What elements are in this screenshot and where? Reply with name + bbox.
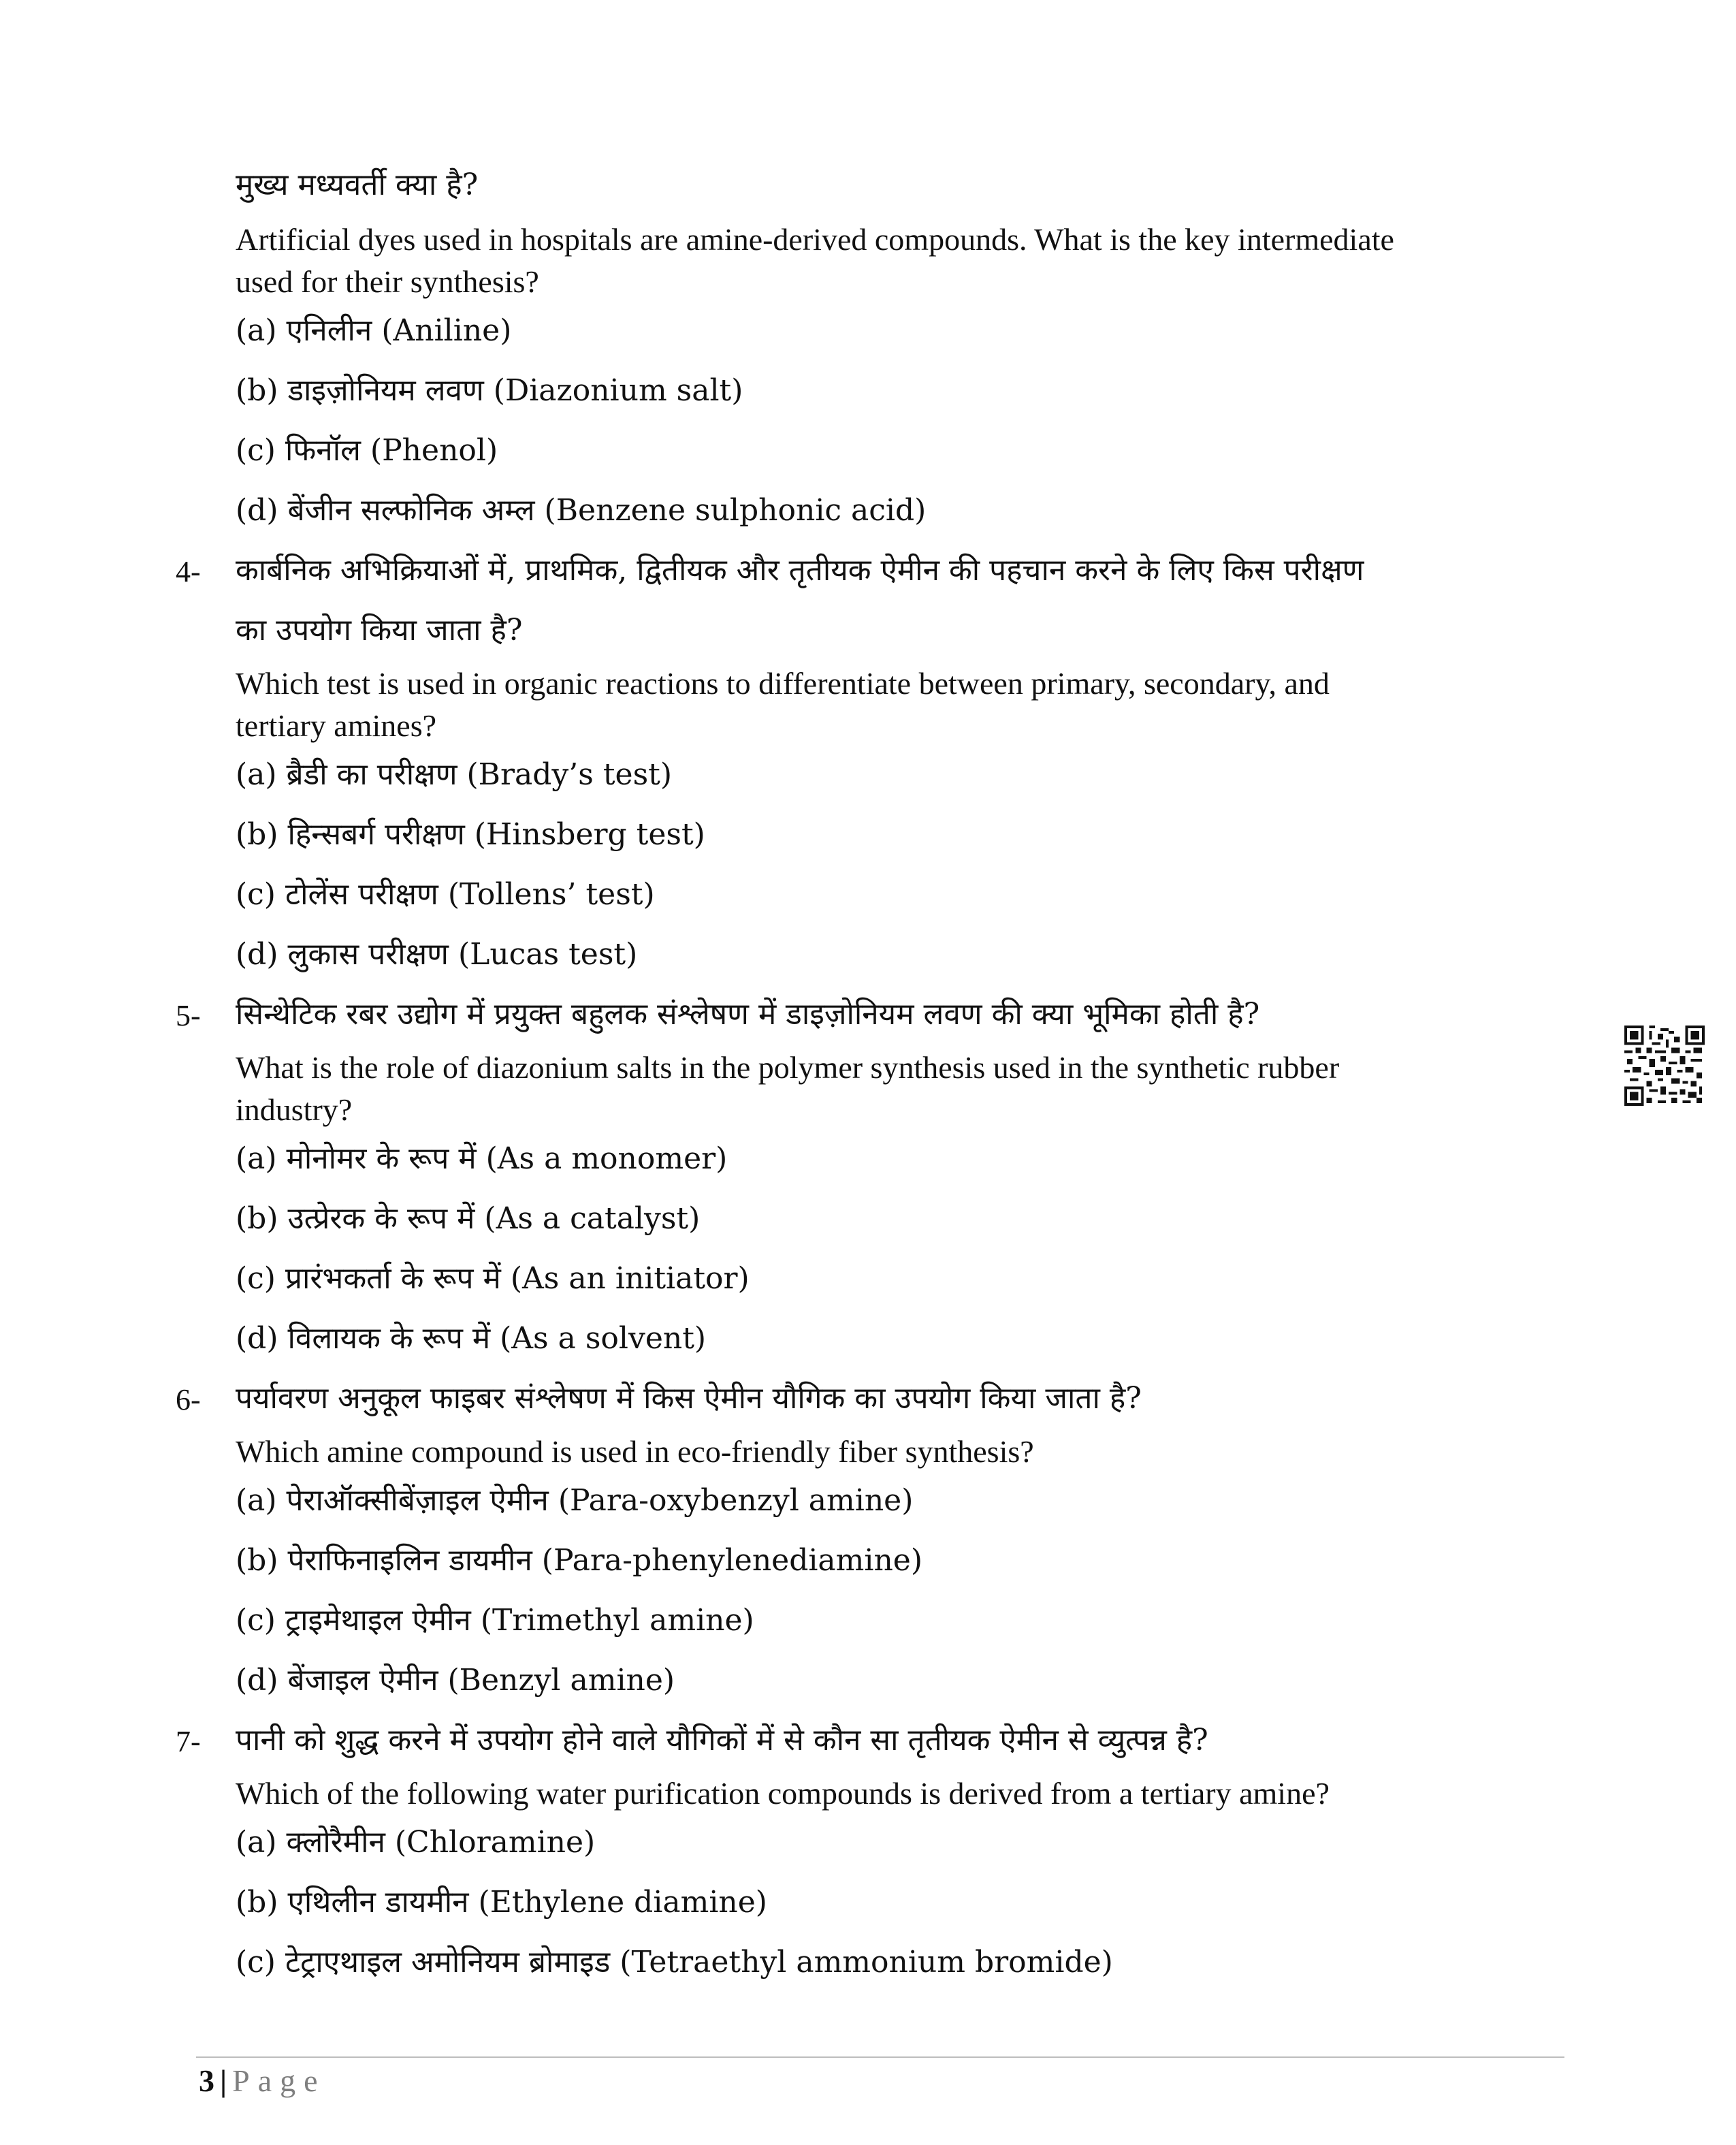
q3-english-line2: used for their synthesis?: [236, 264, 539, 299]
q7-option-a: (a) क्लोरैमीन (Chloramine): [236, 1825, 596, 1860]
page-number: 3: [199, 2063, 214, 2098]
q3-option-b: (b) डाइज़ोनियम लवण (Diazonium salt): [236, 373, 743, 408]
q6-english: Which amine compound is used in eco-friendly fiber synthesis?: [236, 1434, 1034, 1469]
footer-divider: [196, 2056, 1564, 2058]
q3-option-d: (d) बेंजीन सल्फोनिक अम्ल (Benzene sulphonic acid): [236, 493, 927, 528]
q5-option-d: (d) विलायक के रूप में (As a solvent): [236, 1321, 707, 1356]
qr-code-icon: [1624, 1026, 1705, 1106]
q5-number: 5-: [176, 999, 201, 1032]
page-footer: [199, 2062, 326, 2100]
q6-hindi: पर्यावरण अनुकूल फाइबर संश्लेषण में किस ऐमीन यौगिक का उपयोग किया जाता है?: [236, 1381, 1142, 1416]
q7-hindi: पानी को शुद्ध करने में उपयोग होने वाले यौगिकों में से कौन सा तृतीयक ऐमीन से व्युत्पन्न है?: [236, 1723, 1208, 1758]
q5-english-line2: industry?: [236, 1092, 353, 1127]
q6-option-c: (c) ट्राइमेथाइल ऐमीन (Trimethyl amine): [236, 1603, 754, 1638]
footer-separator: |: [220, 2063, 227, 2098]
q5-english-line1: What is the role of diazonium salts in the polymer synthesis used in the synthetic rubber: [236, 1050, 1340, 1085]
q6-option-a: (a) पेराऑक्सीबेंज़ाइल ऐमीन (Para-oxybenzyl amine): [236, 1483, 914, 1518]
q4-option-a: (a) ब्रैडी का परीक्षण (Brady’s test): [236, 757, 672, 792]
q5-hindi: सिन्थेटिक रबर उद्योग में प्रयुक्त बहुलक संश्लेषण में डाइज़ोनियम लवण की क्या भूमिका होती है?: [236, 997, 1260, 1032]
q4-option-c: (c) टोलेंस परीक्षण (Tollens’ test): [236, 877, 655, 912]
q7-english: Which of the following water purification compounds is derived from a tertiary amine?: [236, 1776, 1330, 1811]
q4-hindi-line2: का उपयोग किया जाता है?: [236, 613, 523, 648]
q6-number: 6-: [176, 1383, 201, 1416]
q3-option-a: (a) एनिलीन (Aniline): [236, 313, 512, 348]
q3-hindi-tail: मुख्य मध्यवर्ती क्या है?: [236, 168, 479, 202]
q4-option-b: (b) हिन्सबर्ग परीक्षण (Hinsberg test): [236, 817, 705, 852]
q3-english-line1: Artificial dyes used in hospitals are amine-derived compounds. What is the key intermediate: [236, 222, 1394, 257]
q7-option-c: (c) टेट्राएथाइल अमोनियम ब्रोमाइड (Tetraethyl ammonium bromide): [236, 1945, 1113, 1980]
q5-option-c: (c) प्रारंभकर्ता के रूप में (As an initiator): [236, 1261, 750, 1296]
q3-option-c: (c) फिनॉल (Phenol): [236, 433, 498, 468]
q4-english-line1: Which test is used in organic reactions to differentiate between primary, secondary, and: [236, 666, 1330, 701]
q6-option-b: (b) पेराफिनाइलिन डायमीन (Para-phenylenediamine): [236, 1543, 923, 1578]
q4-number: 4-: [176, 555, 201, 588]
q5-option-b: (b) उत्प्रेरक के रूप में (As a catalyst): [236, 1201, 701, 1236]
q7-option-b: (b) एथिलीन डायमीन (Ethylene diamine): [236, 1885, 767, 1920]
q4-hindi-line1: कार्बनिक अभिक्रियाओं में, प्राथमिक, द्वितीयक और तृतीयक ऐमीन की पहचान करने के लिए किस परीक्षण: [236, 553, 1364, 588]
q4-option-d: (d) लुकास परीक्षण (Lucas test): [236, 937, 638, 972]
q6-option-d: (d) बेंजाइल ऐमीन (Benzyl amine): [236, 1663, 675, 1698]
page-label: Page: [232, 2063, 326, 2098]
q5-option-a: (a) मोनोमर के रूप में (As a monomer): [236, 1141, 728, 1176]
q7-number: 7-: [176, 1725, 201, 1758]
q4-english-line2: tertiary amines?: [236, 708, 437, 743]
